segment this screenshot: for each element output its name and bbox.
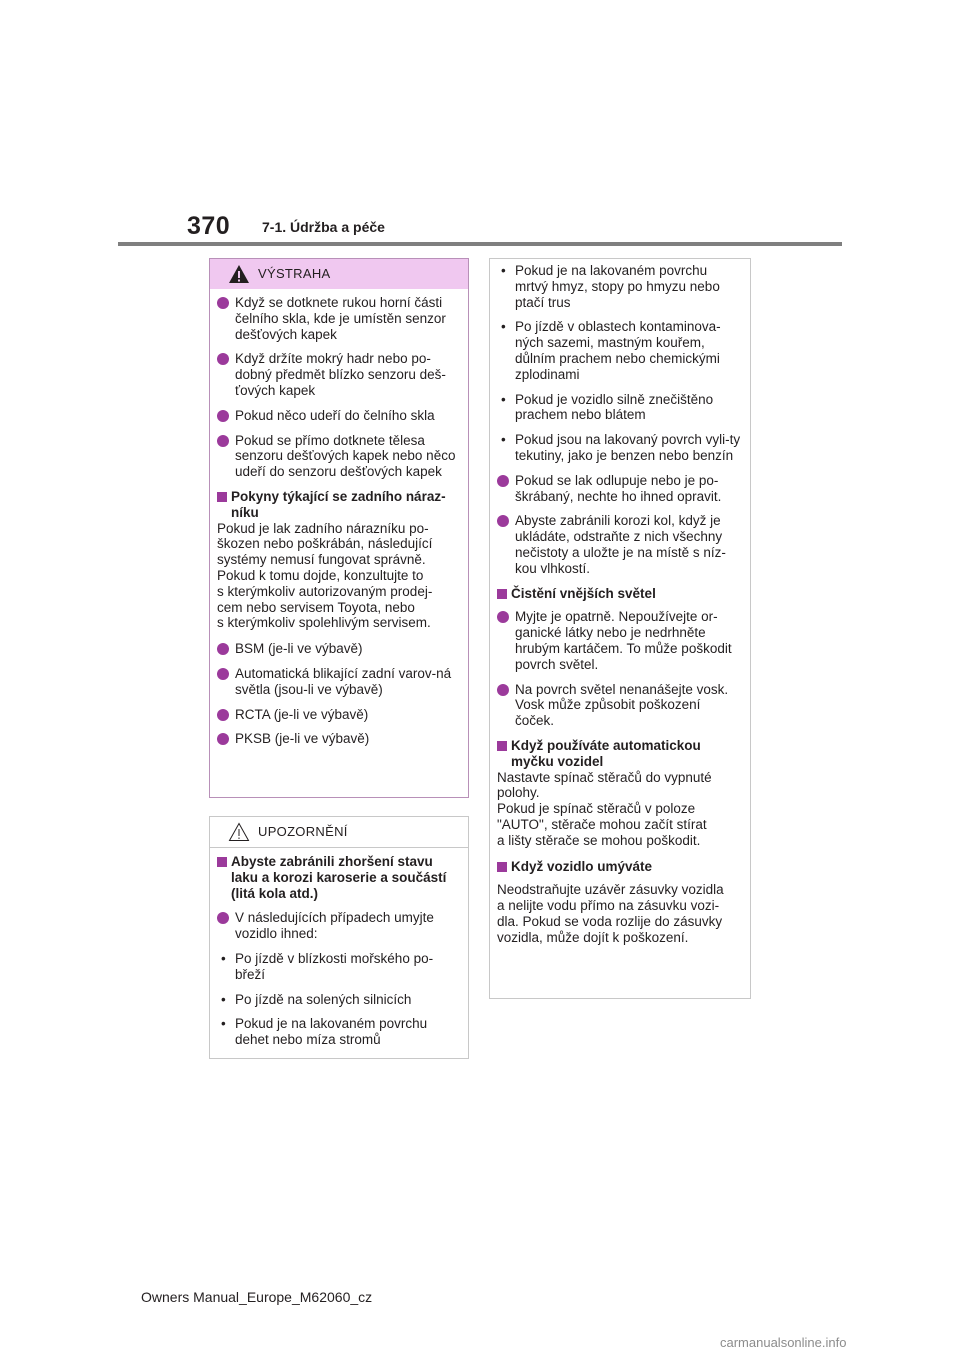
warning-bullet: Když držíte mokrý hadr nebo po-dobný předmět blízko senzoru deš-ťových kapek	[217, 351, 460, 398]
warning-bullet: Automatická blikající zadní varov-ná světla (jsou-li ve výbavě)	[217, 666, 460, 698]
lights-bullet: Na povrch světel nenanášejte vosk. Vosk může způsobit poškození čoček.	[497, 682, 742, 729]
bullet-circle-icon	[497, 684, 509, 696]
right-bullet: Abyste zabránili korozi kol, když je ukládáte, odstraňte z nich všechny nečistoty a uložte je na místě s níz-kou vlhkostí.	[497, 513, 742, 576]
bullet-circle-icon	[217, 297, 229, 309]
heading-square-icon	[217, 492, 227, 502]
washing-heading: Když vozidlo umýváte	[497, 859, 742, 875]
caution-list-item: • Po jízdě v blízkosti mořského po-břeží	[221, 950, 434, 982]
rear-bumper-heading: Pokyny týkající se zadního náraz-níku	[217, 489, 460, 521]
caution-triangle-icon	[228, 822, 250, 842]
header-rule	[118, 242, 842, 246]
warning-header	[210, 259, 468, 289]
caution-continued-box	[489, 258, 751, 999]
caution-list-item: • Pokud je na lakovaném povrchu dehet nebo míza stromů	[221, 1016, 428, 1048]
footer-text: Owners Manual_Europe_M62060_cz	[141, 1289, 373, 1305]
warning-title: VÝSTRAHA	[258, 266, 331, 281]
rear-bumper-paragraph: Pokud je lak zadního nárazníku po- škozen nebo poškrábán, následující systémy nemusí fungovat správně. Pokud k tomu dojde, konzultujte to s kterýmkoliv autorizovaným prodej- cem nebo servisem Toyota, nebo s kterýmkoliv spolehlivým servisem.	[217, 520, 433, 631]
page-number: 370	[187, 212, 231, 240]
bullet-circle-icon	[217, 435, 229, 447]
bullet-circle-icon	[497, 475, 509, 487]
bullet-circle-icon	[217, 733, 229, 745]
right-list-item: • Po jízdě v oblastech kontaminova-ných sazemi, mastným kouřem, důlním prachem nebo chemickými zplodinami	[501, 319, 721, 382]
lights-heading: Čistění vnějších světel	[497, 586, 742, 602]
heading-square-icon	[497, 862, 507, 872]
bullet-circle-icon	[217, 668, 229, 680]
warning-box	[209, 258, 469, 798]
washing-paragraph: Neodstraňujte uzávěr zásuvky vozidla a nelijte vodu přímo na zásuvku vozi- dla. Pokud se voda rozlije do zásuvky vozidla, může dojít k poškození.	[497, 882, 724, 945]
caution-heading: Abyste zabránili zhoršení stavu laku a korozi karoserie a součástí (litá kola atd.)	[217, 854, 460, 901]
heading-square-icon	[497, 589, 507, 599]
bullet-circle-icon	[217, 912, 229, 924]
warning-bullet: BSM (je-li ve výbavě)	[217, 641, 460, 657]
caution-box	[209, 816, 469, 1059]
right-list-item: • Pokud jsou na lakovaný povrch vyli-ty tekutiny, jako je benzen nebo benzín	[501, 432, 741, 463]
warning-bullet: Když se dotknete rukou horní části čelního skla, kde je umístěn senzor dešťových kapek	[217, 295, 460, 342]
warning-triangle-icon	[228, 264, 250, 284]
caution-bullet: V následujících případech umyjte vozidlo ihned:	[217, 910, 460, 942]
bullet-circle-icon	[497, 611, 509, 623]
watermark: carmanualsonline.info	[720, 1335, 847, 1350]
bullet-circle-icon	[217, 709, 229, 721]
right-list-item: • Pokud je vozidlo silně znečištěno prachem nebo blátem	[501, 391, 714, 423]
carwash-paragraph: Nastavte spínač stěračů do vypnuté polohy. Pokud je spínač stěračů v poloze "AUTO", stěrače mohou začít stírat a lišty stěrače se mohou poškodit.	[497, 769, 712, 848]
warning-bullet: RCTA (je-li ve výbavě)	[217, 707, 460, 723]
caution-header	[210, 817, 468, 848]
caution-list-item: • Po jízdě na solených silnicích	[221, 991, 412, 1007]
lights-bullet: Myjte je opatrně. Nepoužívejte or-ganické látky nebo je nedrhněte hrubým kartáčem. To může poškodit povrch světel.	[497, 609, 742, 672]
bullet-circle-icon	[497, 515, 509, 527]
heading-square-icon	[217, 857, 227, 867]
warning-bullet: Pokud něco udeří do čelního skla	[217, 408, 460, 424]
right-bullet: Pokud se lak odlupuje nebo je po-škrábaný, nechte ho ihned opravit.	[497, 473, 742, 505]
bullet-circle-icon	[217, 643, 229, 655]
section-title: 7-1. Údržba a péče	[262, 219, 385, 235]
right-list-item: • Pokud je na lakovaném povrchu mrtvý hmyz, stopy po hmyzu nebo ptačí trus	[501, 263, 720, 310]
heading-square-icon	[497, 741, 507, 751]
caution-title: UPOZORNĚNÍ	[258, 824, 348, 839]
bullet-circle-icon	[217, 410, 229, 422]
bullet-circle-icon	[217, 353, 229, 365]
warning-bullet: PKSB (je-li ve výbavě)	[217, 731, 460, 747]
carwash-heading: Když používáte automatickou myčku vozidel	[497, 738, 742, 770]
warning-bullet: Pokud se přímo dotknete tělesa senzoru dešťových kapek nebo něco udeří do senzoru dešťových kapek	[217, 433, 460, 480]
